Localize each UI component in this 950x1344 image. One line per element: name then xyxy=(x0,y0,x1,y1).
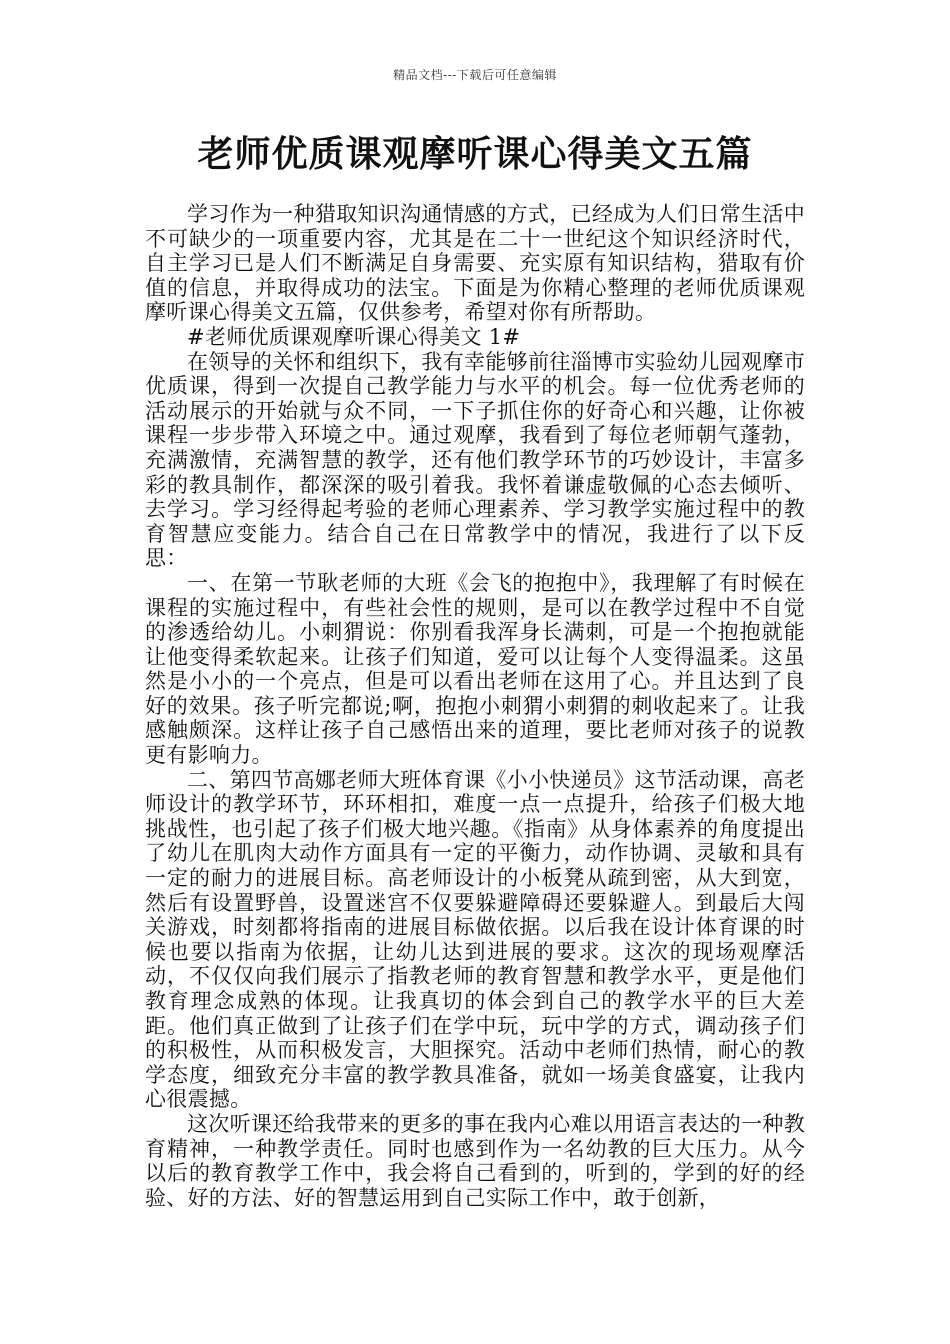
paragraph-intro: 学习作为一种猎取知识沟通情感的方式，已经成为人们日常生活中不可缺少的一项重要内容，尤其是在二十一世纪这个知识经济时代，自主学习已是人们不断满足自身需要、充实原有知识结构，猎取有价值的信息，并取得成功的法宝。下面是为你精心整理的老师优质课观摩听课心得美文五篇，仅供参考，希望对你有所帮助。 xyxy=(145,202,805,325)
paragraph-4: 这次听课还给我带来的更多的事在我内心难以用语言表达的一种教育精神，一种教学责任。同时也感到作为一名幼教的巨大压力。从今以后的教育教学工作中，我会将自己看到的，听到的，学到的好的经验、好的方法、好的智慧运用到自己实际工作中，敢于创新， xyxy=(145,1111,805,1210)
document-body xyxy=(145,202,805,1210)
paragraph-3: 二、第四节高娜老师大班体育课《小小快递员》这节活动课，高老师设计的教学环节，环环相扣，难度一点一点提升，给孩子们极大地挑战性，也引起了孩子们极大地兴趣。《指南》从身体素养的角度提出了幼儿在肌肉大动作方面具有一定的平衡力，动作协调、灵敏和具有一定的耐力的进展目标。高老师设计的小板凳从疏到密，从大到宽，然后有设置野兽，设置迷宫不仅要躲避障碍还要躲避人。到最后大闯关游戏，时刻都将指南的进展目标做依据。以后我在设计体育课的时候也要以指南为依据，让幼儿达到进展的要求。这次的现场观摩活动，不仅仅向我们展示了指教老师的教育智慧和教学水平，更是他们教育理念成熟的体现。让我真切的体会到自己的教学水平的巨大差距。他们真正做到了让孩子们在学中玩，玩中学的方式，调动孩子们的积极性，从而积极发言，大胆探究。活动中老师们热情，耐心的教学态度，细致充分丰富的教学教具准备，就如一场美食盛宴，让我内心很震撼。 xyxy=(145,767,805,1112)
document-title: 老师优质课观摩听课心得美文五篇 xyxy=(197,134,753,175)
paragraph-1: 在领导的关怀和组织下，我有幸能够前往淄博市实验幼儿园观摩市优质课，得到一次提自己教学能力与水平的机会。每一位优秀老师的活动展示的开始就与众不同，一下子抓住你的好奇心和兴趣，让你被课程一步步带入环境之中。通过观摩，我看到了每位老师朝气蓬勃，充满激情，充满智慧的教学，还有他们教学环节的巧妙设计，丰富多彩的教具制作，都深深的吸引着我。我怀着谦虚敬佩的心态去倾听、去学习。学习经得起考验的老师心理素养、学习教学实施过程中的教育智慧应变能力。结合自己在日常教学中的情况，我进行了以下反思： xyxy=(145,349,805,571)
section-heading: #老师优质课观摩听课心得美文 1# xyxy=(187,324,521,349)
header-note: 精品文档---下载后可任意编辑 xyxy=(393,68,557,82)
paragraph-2: 一、在第一节耿老师的大班《会飞的抱抱中》，我理解了有时候在课程的实施过程中，有些社会性的规则，是可以在教学过程中不自觉的渗透给幼儿。小刺猬说：你别看我浑身长满刺，可是一个抱抱就能让他变得柔软起来。让孩子们知道，爱可以让每个人变得温柔。这虽然是小小的一个亮点，但是可以看出老师在这用了心。并且达到了良好的效果。孩子听完都说;啊，抱抱小刺猬小刺猬的刺收起来了。让我感触颇深。这样让孩子自己感悟出来的道理，要比老师对孩子的说教更有影响力。 xyxy=(145,570,805,768)
